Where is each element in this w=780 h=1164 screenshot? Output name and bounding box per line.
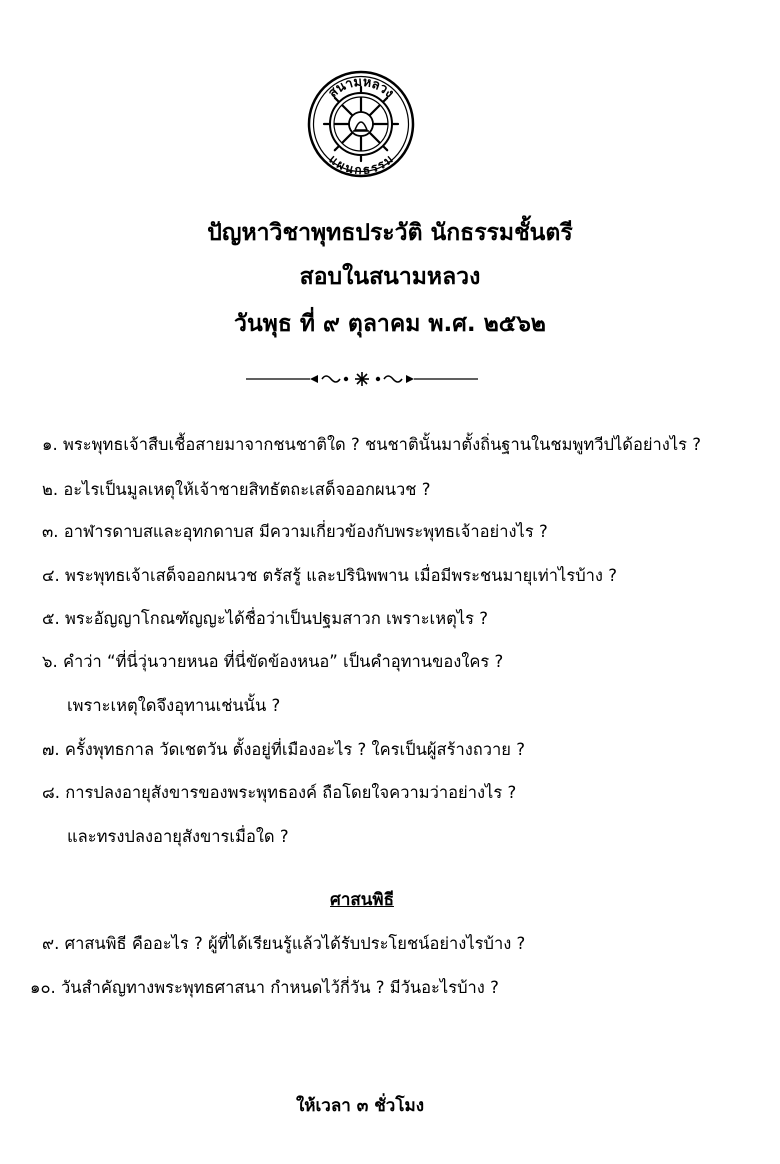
question-number: ๑๐.: [30, 978, 56, 997]
exam-date: วันพุธ ที่ ๙ ตุลาคม พ.ศ. ๒๕๖๒: [234, 311, 546, 337]
question-item: [42, 781, 516, 805]
question-text: อะไรเป็นมูลเหตุให้เจ้าชายสิทธัตถะเสด็จออกผนวช ?: [63, 480, 431, 499]
exam-venue: สอบในสนามหลวง: [299, 264, 481, 290]
question-number: ๙.: [42, 934, 60, 953]
question-number: ๘.: [42, 783, 60, 802]
question-number: ๑.: [42, 435, 58, 454]
question-text: พระพุทธเจ้าสืบเชื้อสายมาจากชนชาติใด ? ชนชาตินั้นมาตั้งถิ่นฐานในชมพูทวีปได้อย่างไร ?: [62, 435, 702, 454]
question-continuation: เพราะเหตุใดจึงอุทานเช่นนั้น ?: [67, 696, 281, 715]
question-number: ๓.: [42, 522, 59, 541]
question-text: ครั้งพุทธกาล วัดเชตวัน ตั้งอยู่ที่เมืองอะไร ? ใครเป็นผู้สร้างถวาย ?: [64, 740, 525, 759]
question-number: ๕.: [42, 609, 60, 628]
question-item: [42, 738, 525, 762]
ornament-divider-icon: [246, 370, 478, 388]
question-item: [42, 932, 525, 956]
question-number: ๗.: [42, 740, 60, 759]
question-number: ๒.: [42, 480, 59, 499]
question-item: [42, 478, 430, 502]
question-continuation: และทรงปลงอายุสังขารเมื่อใด ?: [67, 827, 289, 846]
time-allowed: ให้เวลา ๓ ชั่วโมง: [295, 1096, 424, 1116]
question-item: [30, 976, 499, 1000]
question-text: พระพุทธเจ้าเสด็จออกผนวช ตรัสรู้ และปรินิพพาน เมื่อมีพระชนมายุเท่าไรบ้าง ?: [64, 566, 617, 585]
exam-title: ปัญหาวิชาพุทธประวัติ นักธรรมชั้นตรี: [207, 220, 573, 246]
dharma-wheel-seal-icon: [307, 70, 415, 178]
question-number: ๔.: [42, 566, 60, 585]
question-text: วันสำคัญทางพระพุทธศาสนา กำหนดไว้กี่วัน ? มีวันอะไรบ้าง ?: [61, 978, 499, 997]
question-text: อาฬารดาบสและอุทกดาบส มีความเกี่ยวข้องกับพระพุทธเจ้าอย่างไร ?: [63, 522, 548, 541]
question-number: ๖.: [42, 652, 58, 671]
question-item: [42, 564, 617, 588]
question-text: พระอัญญาโกณฑัญญะได้ชื่อว่าเป็นปฐมสาวก เพราะเหตุไร ?: [64, 609, 488, 628]
question-text: การปลงอายุสังขารของพระพุทธองค์ ถือโดยใจความว่าอย่างไร ?: [65, 783, 517, 802]
seal-bottom-text: แผนกธรรม: [326, 152, 396, 178]
question-item: [42, 607, 488, 631]
question-item: [42, 433, 701, 457]
question-item: [42, 650, 503, 674]
section-heading: ศาสนพิธี: [330, 890, 394, 910]
question-text: ศาสนพิธี คืออะไร ? ผู้ที่ได้เรียนรู้แล้วได้รับประโยชน์อย่างไรบ้าง ?: [64, 934, 526, 953]
seal-top-text: สนามหลวง: [325, 74, 397, 102]
question-text: คำว่า “ที่นี่วุ่นวายหนอ ที่นี่ขัดข้องหนอ” เป็นคำอุทานของใคร ?: [62, 652, 504, 671]
question-item: [42, 520, 548, 544]
